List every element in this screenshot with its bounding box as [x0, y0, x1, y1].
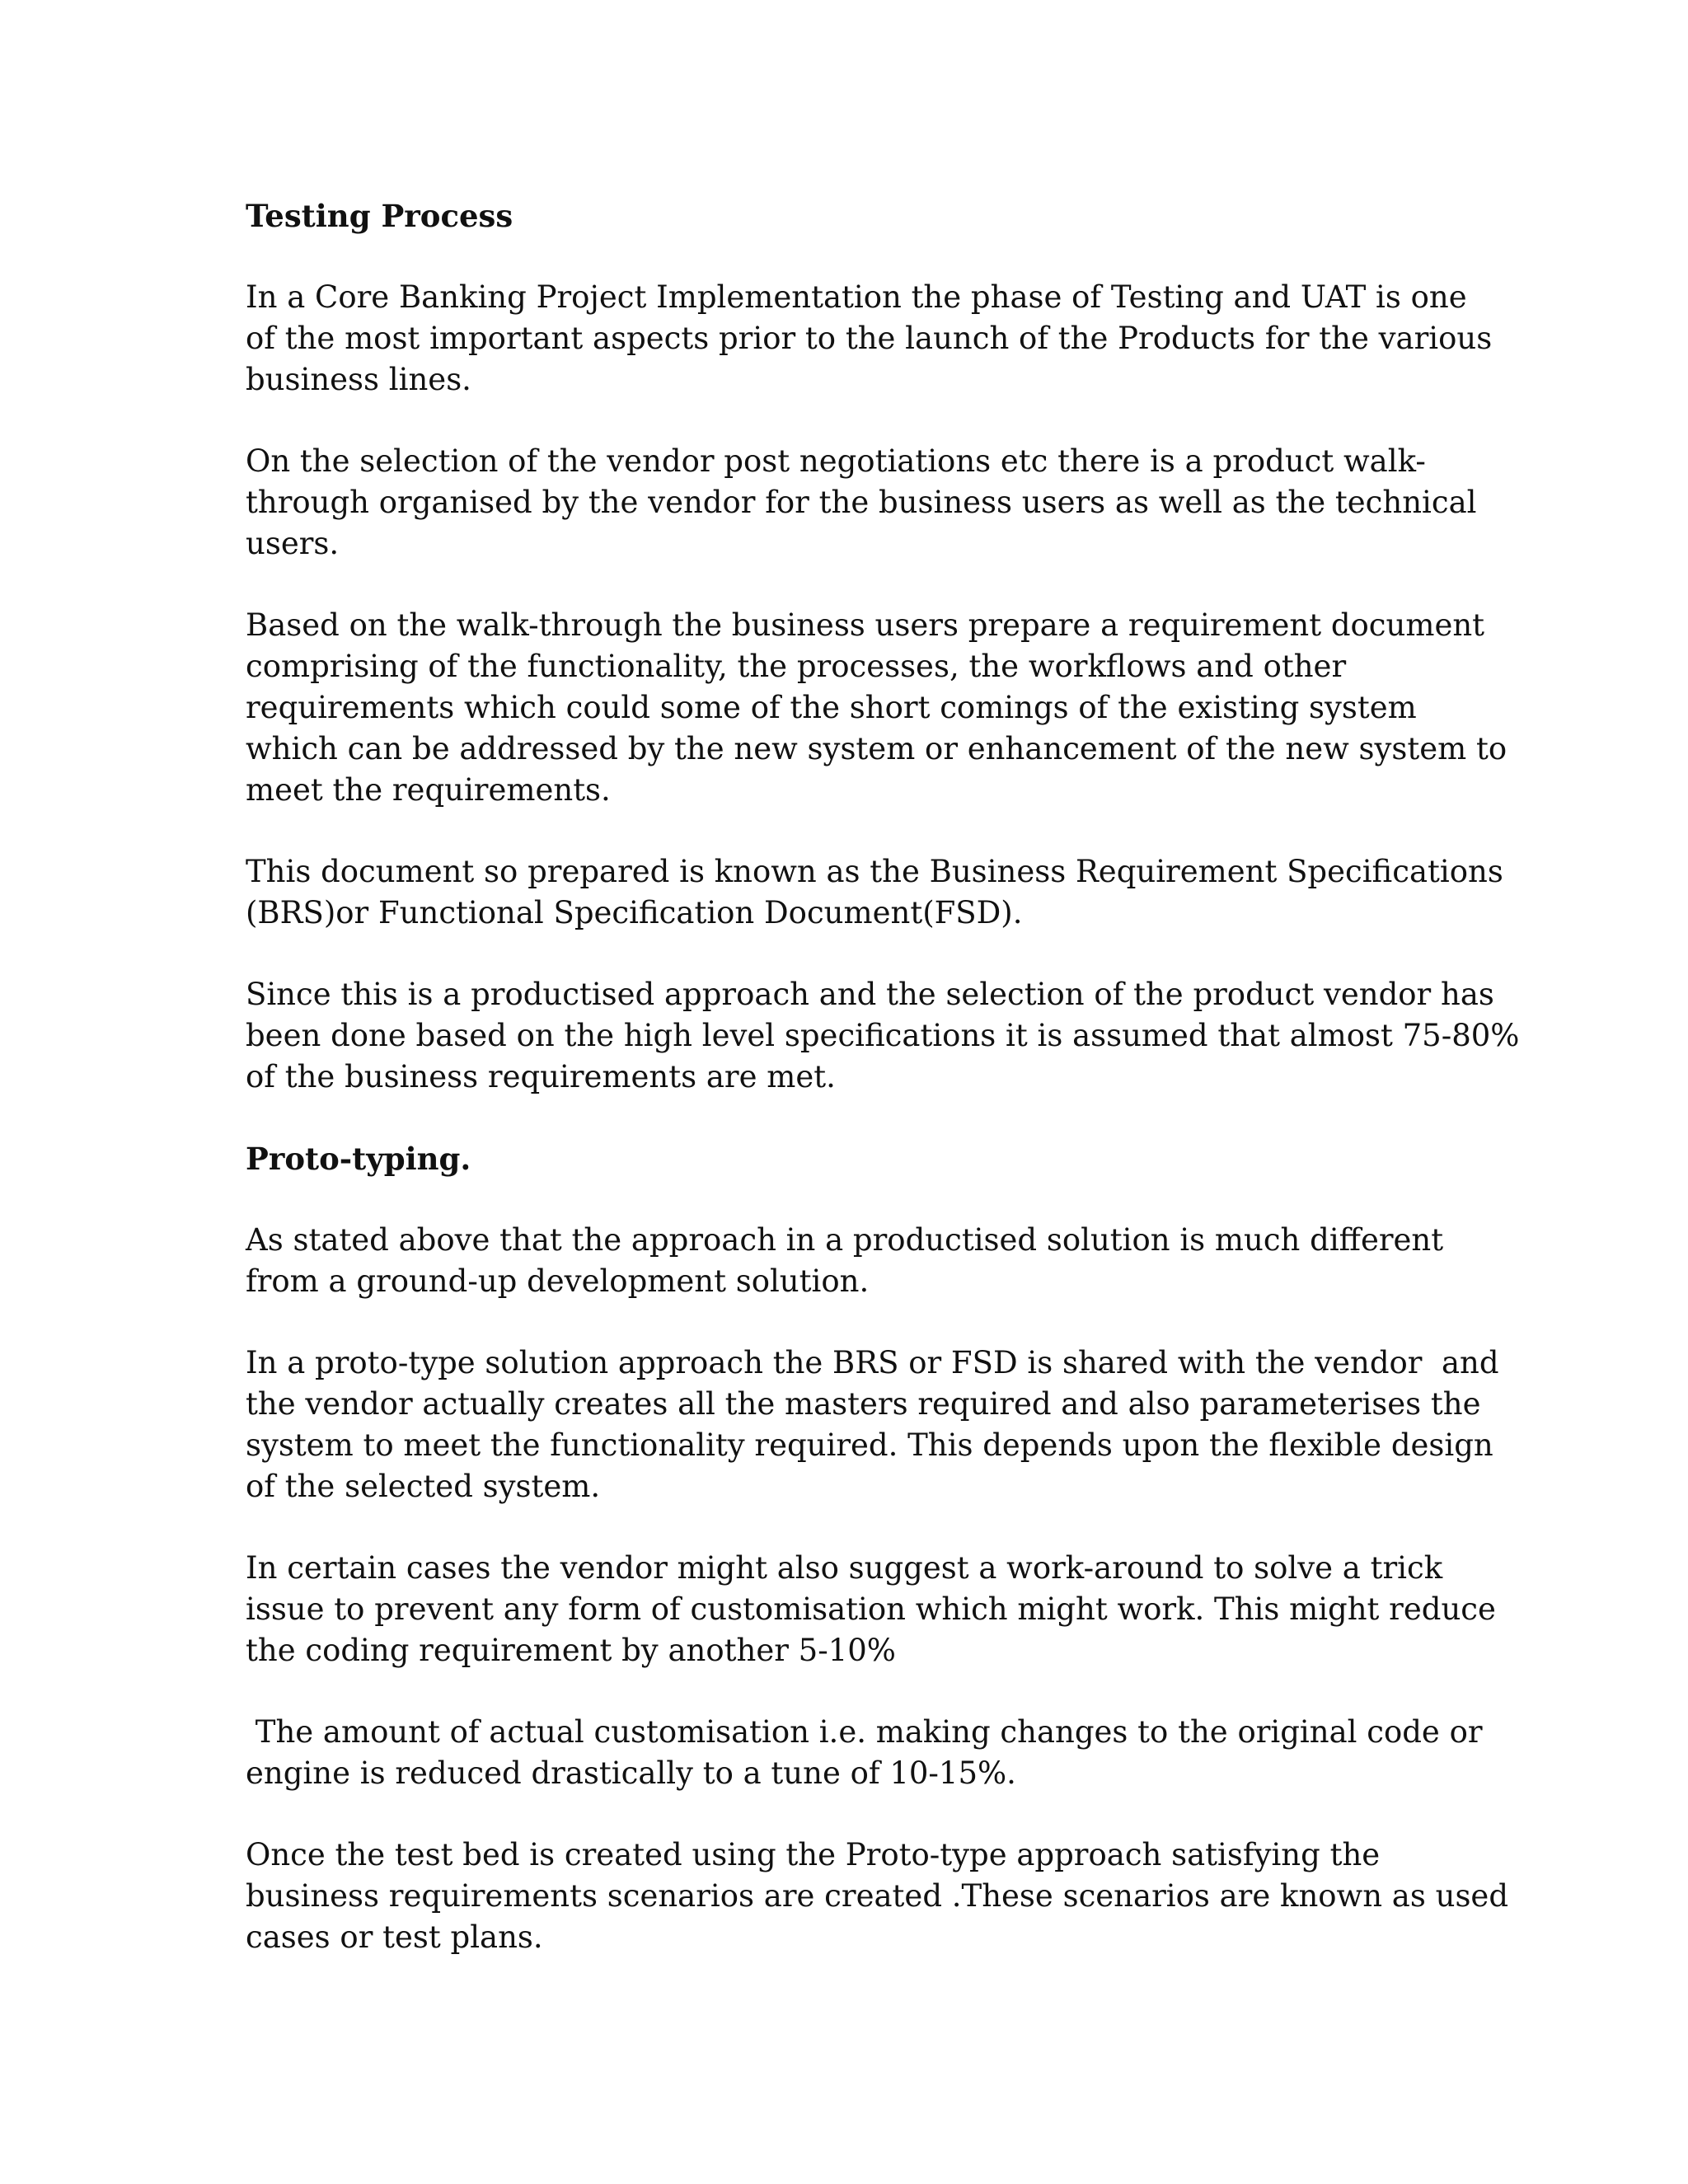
paragraph — [246, 974, 1520, 1098]
paragraph-line: In a proto-type solution approach the BRS or FSD is shared with the vendor and — [246, 1345, 1499, 1380]
paragraph-line: This document so prepared is known as the Business Requirement Specifications — [246, 854, 1503, 889]
paragraph-line: the vendor actually creates all the masters required and also parameterises the — [246, 1386, 1481, 1422]
heading-text: Proto-typing. — [246, 1141, 471, 1177]
paragraph-line: (BRS)or Functional Specification Document(FSD). — [246, 895, 1023, 930]
paragraph-line: requirements which could some of the short comings of the existing system — [246, 690, 1417, 725]
heading-text: Testing Process — [246, 198, 513, 234]
paragraph-line: been done based on the high level specifications it is assumed that almost 75-80% — [246, 1018, 1520, 1053]
paragraph-line: from a ground-up development solution. — [246, 1263, 870, 1299]
paragraph — [246, 1548, 1496, 1671]
paragraph-line: of the selected system. — [246, 1469, 601, 1504]
paragraph-line: Based on the walk-through the business users prepare a requirement document — [246, 607, 1485, 643]
paragraph-line: cases or test plans. — [246, 1919, 543, 1955]
paragraph-line: through organised by the vendor for the business users as well as the technical — [246, 485, 1477, 520]
paragraph — [246, 1835, 1509, 1958]
paragraph-line: issue to prevent any form of customisation which might work. This might reduce — [246, 1591, 1496, 1627]
paragraph — [246, 1343, 1499, 1507]
paragraph-line: In certain cases the vendor might also suggest a work-around to solve a trick — [246, 1550, 1443, 1586]
paragraph-line: meet the requirements. — [246, 772, 611, 808]
paragraph-line: engine is reduced drastically to a tune of 10-15%. — [246, 1755, 1016, 1791]
paragraph — [246, 277, 1493, 401]
paragraph-line: of the business requirements are met. — [246, 1059, 836, 1094]
paragraph-line: On the selection of the vendor post negotiations etc there is a product walk- — [246, 443, 1426, 479]
paragraph-line: which can be addressed by the new system or enhancement of the new system to — [246, 731, 1507, 766]
section-heading — [246, 195, 1449, 237]
paragraph-line: of the most important aspects prior to the launch of the Products for the various — [246, 321, 1493, 356]
paragraph — [246, 1220, 1449, 1302]
paragraph-line: comprising of the functionality, the processes, the workflows and other — [246, 649, 1347, 684]
paragraph-line: Once the test bed is created using the Proto-type approach satisfying the — [246, 1837, 1381, 1872]
paragraph — [246, 1712, 1483, 1794]
paragraph-line: As stated above that the approach in a productised solution is much different — [246, 1222, 1444, 1258]
paragraph-line: the coding requirement by another 5-10% — [246, 1633, 896, 1668]
paragraph — [246, 605, 1507, 811]
paragraph-line: In a Core Banking Project Implementation the phase of Testing and UAT is one — [246, 279, 1467, 315]
section-heading — [246, 1138, 1449, 1179]
paragraph — [246, 851, 1503, 934]
paragraph — [246, 441, 1477, 565]
paragraph-line: users. — [246, 526, 340, 561]
document-body — [246, 195, 1520, 1999]
paragraph-line: business requirements scenarios are created .These scenarios are known as used — [246, 1878, 1509, 1914]
paragraph-line: Since this is a productised approach and the selection of the product vendor has — [246, 977, 1494, 1012]
paragraph-line: system to meet the functionality required. This depends upon the flexible design — [246, 1427, 1493, 1463]
paragraph-line: The amount of actual customisation i.e. making changes to the original code or — [246, 1714, 1483, 1750]
paragraph-line: business lines. — [246, 362, 471, 397]
